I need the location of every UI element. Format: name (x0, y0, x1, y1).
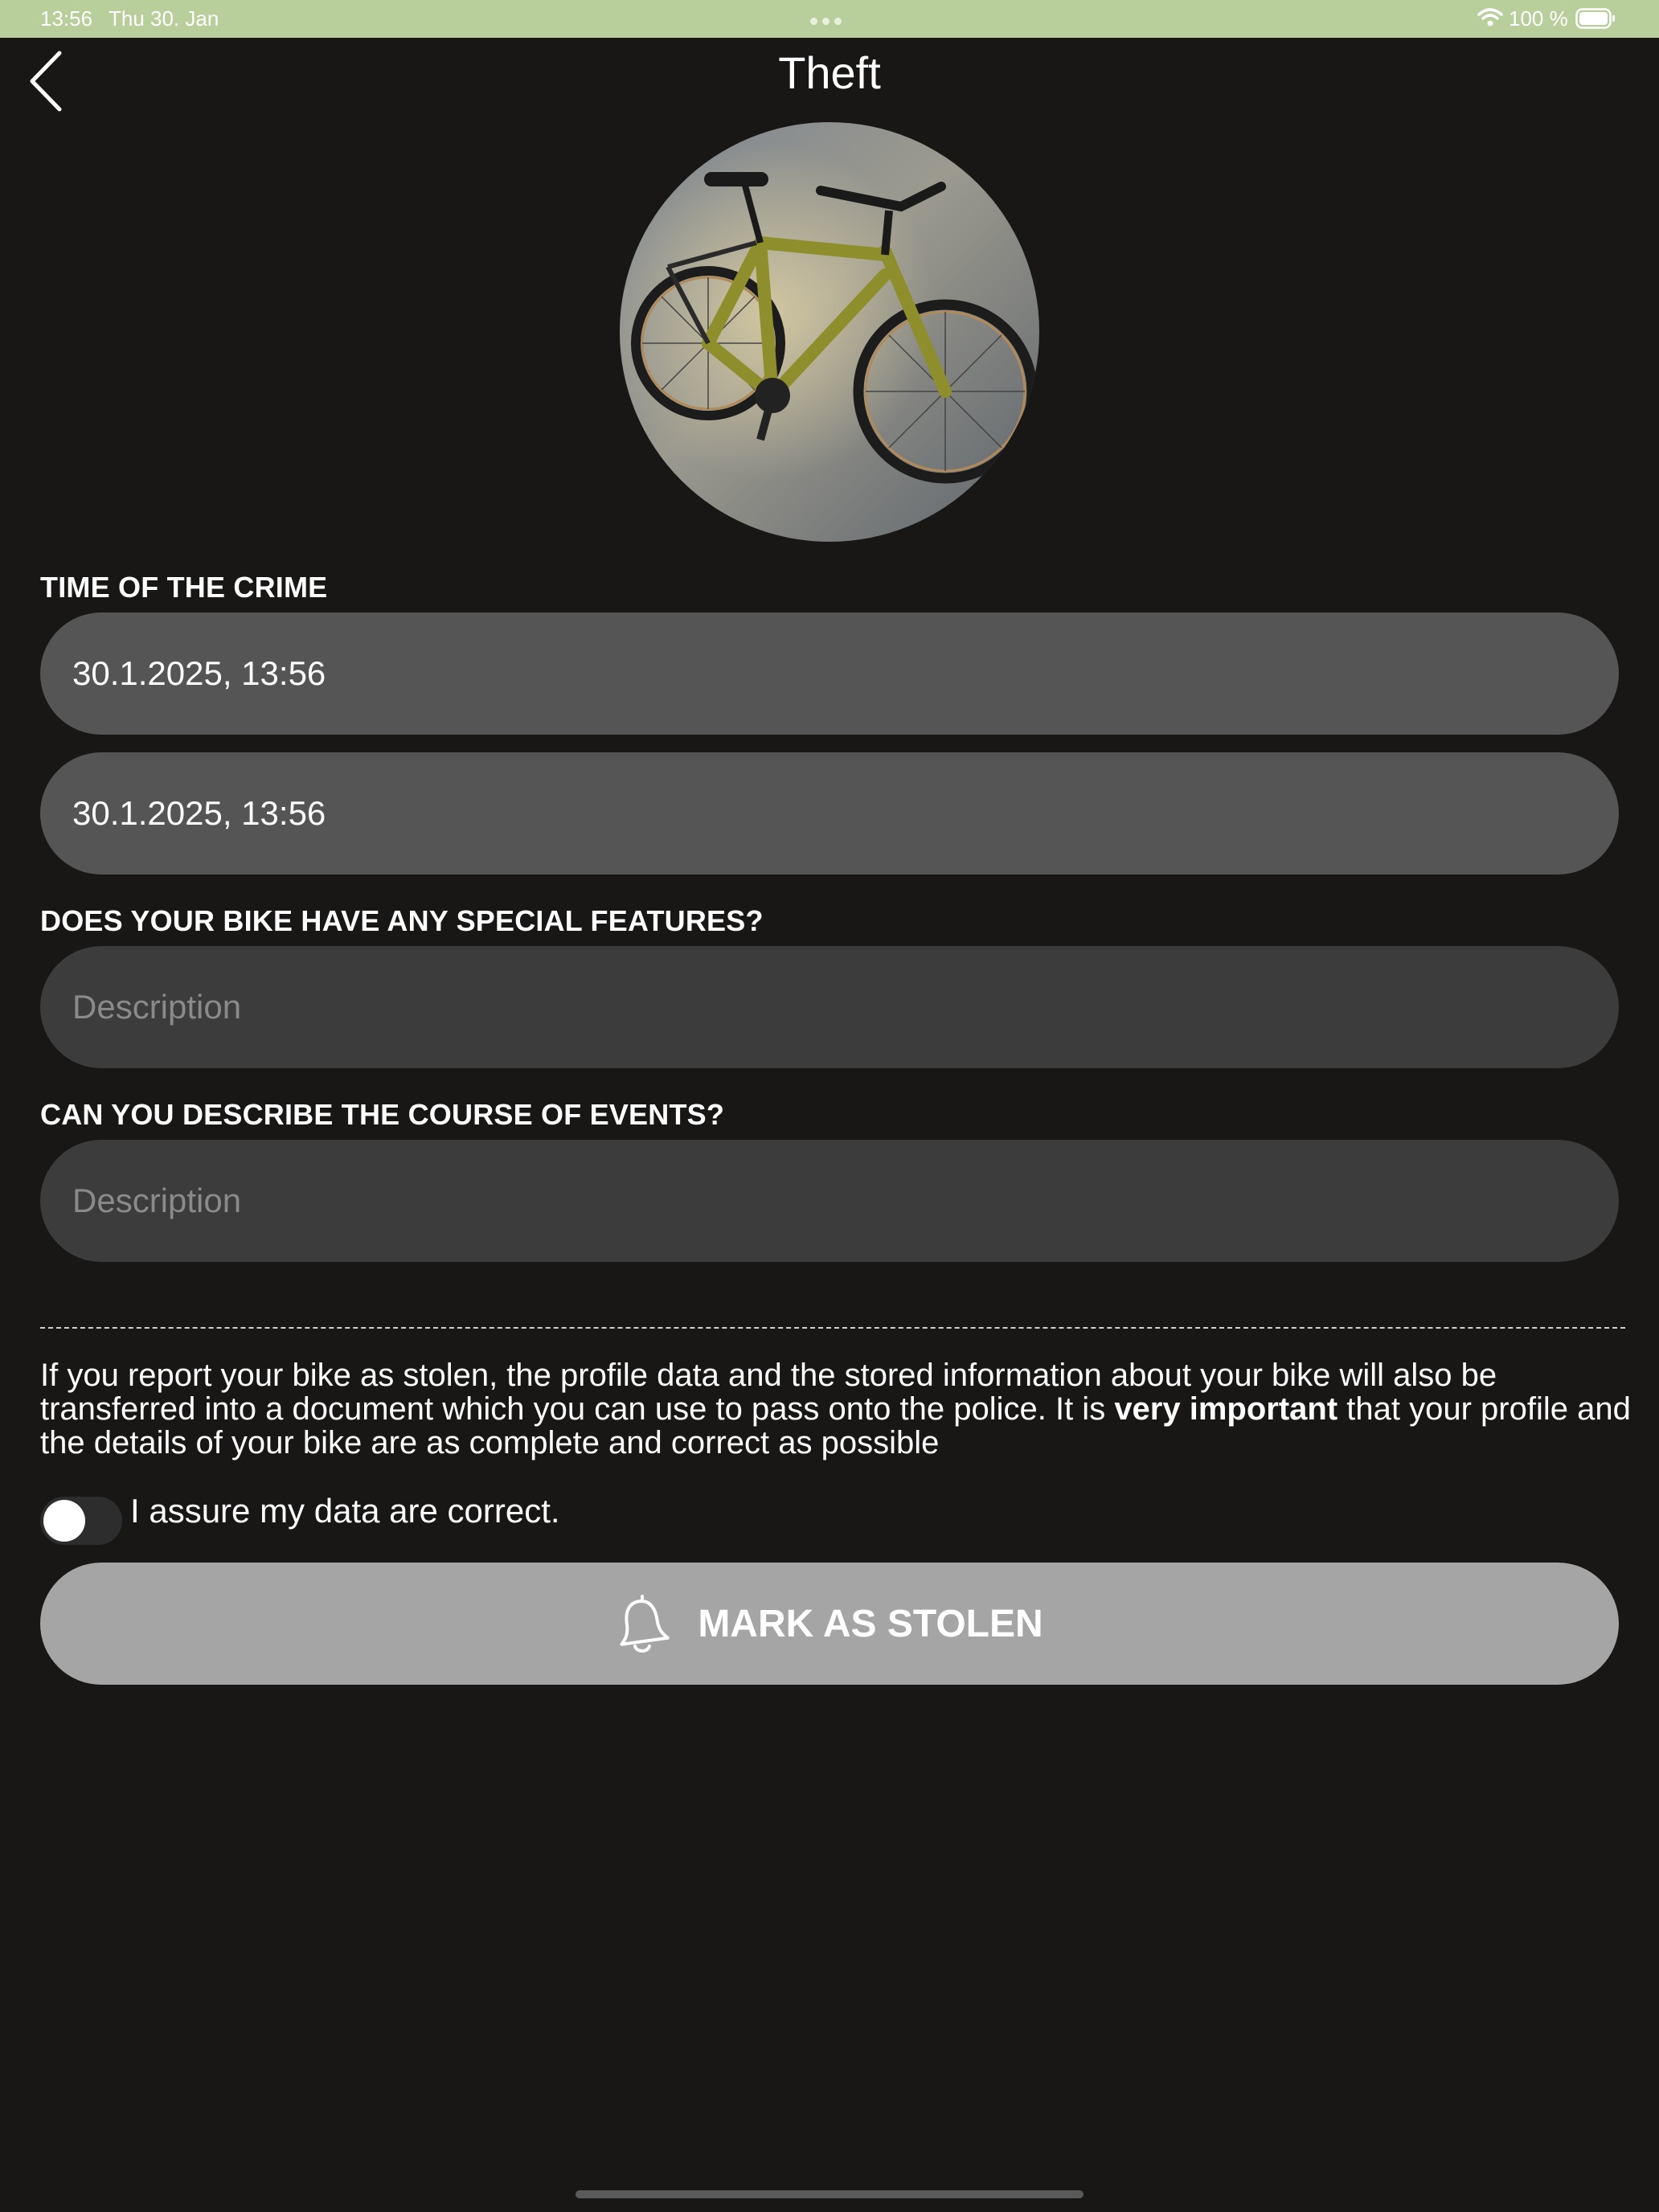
course-of-events-label: CAN YOU DESCRIBE THE COURSE OF EVENTS? (40, 1098, 725, 1131)
assure-data-label: I assure my data are correct. (130, 1492, 560, 1530)
crime-end-date-value: 30.1.2025, 13:56 (72, 794, 326, 832)
status-date: Thu 30. Jan (109, 6, 219, 31)
special-features-placeholder: Description (72, 988, 242, 1026)
wifi-icon (1477, 7, 1503, 28)
crime-end-date-field[interactable] (40, 752, 1619, 875)
toggle-knob (43, 1500, 85, 1542)
battery-icon (1575, 8, 1616, 29)
stolen-report-info-text (40, 1358, 1632, 1460)
assure-data-toggle[interactable] (40, 1497, 122, 1545)
info-text-bold: very important (1114, 1391, 1338, 1427)
crime-start-date-field[interactable] (40, 612, 1619, 735)
info-text-before: If you report your bike as stolen, the profile data and the stored information about your bike will also be transferred into a document which you can use to pass onto the police. It is (40, 1358, 1497, 1427)
battery-percentage: 100 % (1509, 6, 1568, 31)
special-features-label: DOES YOUR BIKE HAVE ANY SPECIAL FEATURES? (40, 904, 764, 937)
course-of-events-input[interactable] (40, 1140, 1619, 1262)
bike-image (620, 122, 1039, 542)
course-of-events-placeholder: Description (72, 1182, 242, 1219)
mark-as-stolen-button[interactable] (40, 1563, 1619, 1685)
status-time: 13:56 (40, 6, 93, 31)
dashed-divider (40, 1327, 1625, 1329)
crime-start-date-value: 30.1.2025, 13:56 (72, 654, 326, 692)
page-title: Theft (778, 47, 881, 98)
multitasking-dots-icon[interactable] (810, 14, 849, 23)
home-indicator[interactable] (576, 2190, 1083, 2198)
bell-icon (616, 1591, 672, 1656)
info-text-after: that your profile and the details of your bike are as complete and correct as possible (40, 1391, 1631, 1460)
time-of-crime-label: TIME OF THE CRIME (40, 571, 328, 604)
bike-photo (620, 122, 1039, 542)
special-features-input[interactable] (40, 946, 1619, 1068)
mark-as-stolen-label: MARK AS STOLEN (698, 1602, 1043, 1645)
status-bar (0, 0, 1659, 38)
